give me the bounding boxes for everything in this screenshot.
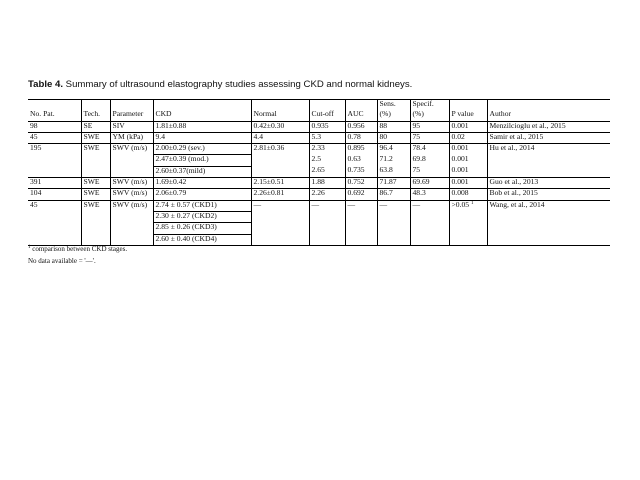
cell-param: SWV (m/s) xyxy=(110,144,153,155)
cell-ckd: 9.4 xyxy=(153,132,251,143)
table-row xyxy=(28,211,610,222)
cell-spec: 78.4 xyxy=(410,144,449,155)
header-auc: AUC xyxy=(345,110,377,121)
header-sens-pct: (%) xyxy=(377,110,410,121)
cell-tech: SWE xyxy=(81,189,110,200)
cell-sens: 71.2 xyxy=(377,155,410,166)
cell-p: 0.001 xyxy=(449,166,487,177)
cell-ckd: 2.00±0.29 (sev.) xyxy=(153,144,251,155)
cell-ckd: 2.47±0.39 (mod.) xyxy=(153,155,251,166)
p-value-text: >0.05 xyxy=(451,200,470,209)
cell-param: SWV (m/s) xyxy=(110,189,153,200)
cell-spec: 69.8 xyxy=(410,155,449,166)
elastography-table xyxy=(28,99,610,246)
cell-tech: SWE xyxy=(81,144,110,155)
cell-p: 0.001 xyxy=(449,155,487,166)
cell-ckd: 1.69±0.42 xyxy=(153,178,251,189)
cell-auc: 0.752 xyxy=(345,178,377,189)
cell-cutoff: 0.935 xyxy=(309,121,345,132)
table-row xyxy=(28,132,610,143)
cell-cutoff: — xyxy=(309,200,345,211)
cell-sens: 86.7 xyxy=(377,189,410,200)
table-row xyxy=(28,178,610,189)
cell-normal: 2.81±0.36 xyxy=(251,144,309,155)
header-cutoff: Cut-off xyxy=(309,110,345,121)
cell-author: Menzilcioglu et al., 2015 xyxy=(487,121,610,132)
footnote-1 xyxy=(28,245,127,253)
cell-cutoff: 2.65 xyxy=(309,166,345,177)
cell-tech: SE xyxy=(81,121,110,132)
cell-cutoff: 2.5 xyxy=(309,155,345,166)
cell-tech: SWE xyxy=(81,132,110,143)
cell-sens: 88 xyxy=(377,121,410,132)
cell-param: SIV xyxy=(110,121,153,132)
cell-tech: SWE xyxy=(81,200,110,211)
cell-p: 0.02 xyxy=(449,132,487,143)
cell-ckd: 2.06±0.79 xyxy=(153,189,251,200)
cell-author: Samir et al., 2015 xyxy=(487,132,610,143)
table-row xyxy=(28,155,610,166)
cell-pat: 104 xyxy=(28,189,81,200)
header-sens: Sens. xyxy=(377,100,410,111)
footnote-2: No data available = '—'. xyxy=(28,257,96,265)
cell-cutoff: 2.26 xyxy=(309,189,345,200)
table-label: Table 4. xyxy=(28,79,64,90)
cell-spec: 75 xyxy=(410,166,449,177)
cell-auc: 0.78 xyxy=(345,132,377,143)
header-param: Parameter xyxy=(110,110,153,121)
cell-ckd: 2.30 ± 0.27 (CKD2) xyxy=(153,211,251,222)
table-row xyxy=(28,234,610,245)
p-footnote-mark: 1 xyxy=(470,200,474,206)
header-specif: Specif. xyxy=(410,100,449,111)
cell-normal: 4.4 xyxy=(251,132,309,143)
cell-auc: — xyxy=(345,200,377,211)
header-pat: No. Pat. xyxy=(28,110,81,121)
cell-sens: 71.87 xyxy=(377,178,410,189)
cell-param: SWV (m/s) xyxy=(110,178,153,189)
cell-spec: 48.3 xyxy=(410,189,449,200)
cell-author: Hu et al., 2014 xyxy=(487,144,610,155)
header-row-2 xyxy=(28,110,610,121)
cell-cutoff: 1.88 xyxy=(309,178,345,189)
table-row xyxy=(28,144,610,155)
cell-auc: 0.63 xyxy=(345,155,377,166)
cell-normal: 2.26±0.81 xyxy=(251,189,309,200)
table-caption xyxy=(28,79,412,90)
cell-spec: 69.69 xyxy=(410,178,449,189)
cell-cutoff: 5.3 xyxy=(309,132,345,143)
header-normal: Normal xyxy=(251,110,309,121)
cell-normal: 0.42±0.30 xyxy=(251,121,309,132)
cell-p: 0.001 xyxy=(449,121,487,132)
footnote-mark: 1 xyxy=(28,245,31,250)
table-row xyxy=(28,223,610,234)
cell-param: YM (kPa) xyxy=(110,132,153,143)
table-row xyxy=(28,166,610,177)
cell-auc: 0.692 xyxy=(345,189,377,200)
table-title: Summary of ultrasound elastography studies assessing CKD and normal kidneys. xyxy=(63,79,413,90)
cell-tech: SWE xyxy=(81,178,110,189)
cell-param: SWV (m/s) xyxy=(110,200,153,211)
header-author: Author xyxy=(487,110,610,121)
header-ckd: CKD xyxy=(153,110,251,121)
cell-sens: 96.4 xyxy=(377,144,410,155)
cell-author: Guo et al., 2013 xyxy=(487,178,610,189)
cell-auc: 0.895 xyxy=(345,144,377,155)
cell-author: Bob et al., 2015 xyxy=(487,189,610,200)
cell-pat: 98 xyxy=(30,121,38,130)
cell-spec: 75 xyxy=(410,132,449,143)
cell-p xyxy=(449,200,487,211)
cell-pat: 45 xyxy=(28,200,81,211)
cell-normal: 2.15±0.51 xyxy=(251,178,309,189)
cell-normal: — xyxy=(251,200,309,211)
cell-pat: 45 xyxy=(28,132,81,143)
header-tech: Tech. xyxy=(81,110,110,121)
footnote-1-text: comparison between CKD stages. xyxy=(30,245,128,253)
cell-sens: 80 xyxy=(377,132,410,143)
cell-ckd: 2.74 ± 0.57 (CKD1) xyxy=(153,200,251,211)
cell-cutoff: 2.33 xyxy=(309,144,345,155)
header-row-1 xyxy=(28,100,610,111)
cell-p: 0.008 xyxy=(449,189,487,200)
cell-ckd: 1.81±0.88 xyxy=(153,121,251,132)
table-row xyxy=(28,200,610,211)
cell-spec: — xyxy=(410,200,449,211)
table-row xyxy=(28,189,610,200)
cell-p: 0.001 xyxy=(449,144,487,155)
cell-spec: 95 xyxy=(410,121,449,132)
cell-auc: 0.956 xyxy=(345,121,377,132)
cell-ckd: 2.85 ± 0.26 (CKD3) xyxy=(153,223,251,234)
cell-pat: 195 xyxy=(28,144,81,155)
table-row xyxy=(28,121,610,132)
header-pvalue: P value xyxy=(449,110,487,121)
cell-pat: 391 xyxy=(28,178,81,189)
cell-sens: 63.8 xyxy=(377,166,410,177)
cell-ckd: 2.60 ± 0.40 (CKD4) xyxy=(153,234,251,245)
cell-p: 0.001 xyxy=(449,178,487,189)
cell-sens: — xyxy=(377,200,410,211)
cell-auc: 0.735 xyxy=(345,166,377,177)
cell-ckd: 2.60±0.37(mild) xyxy=(153,166,251,177)
cell-author: Wang, et al., 2014 xyxy=(487,200,610,211)
header-specif-pct: (%) xyxy=(410,110,449,121)
